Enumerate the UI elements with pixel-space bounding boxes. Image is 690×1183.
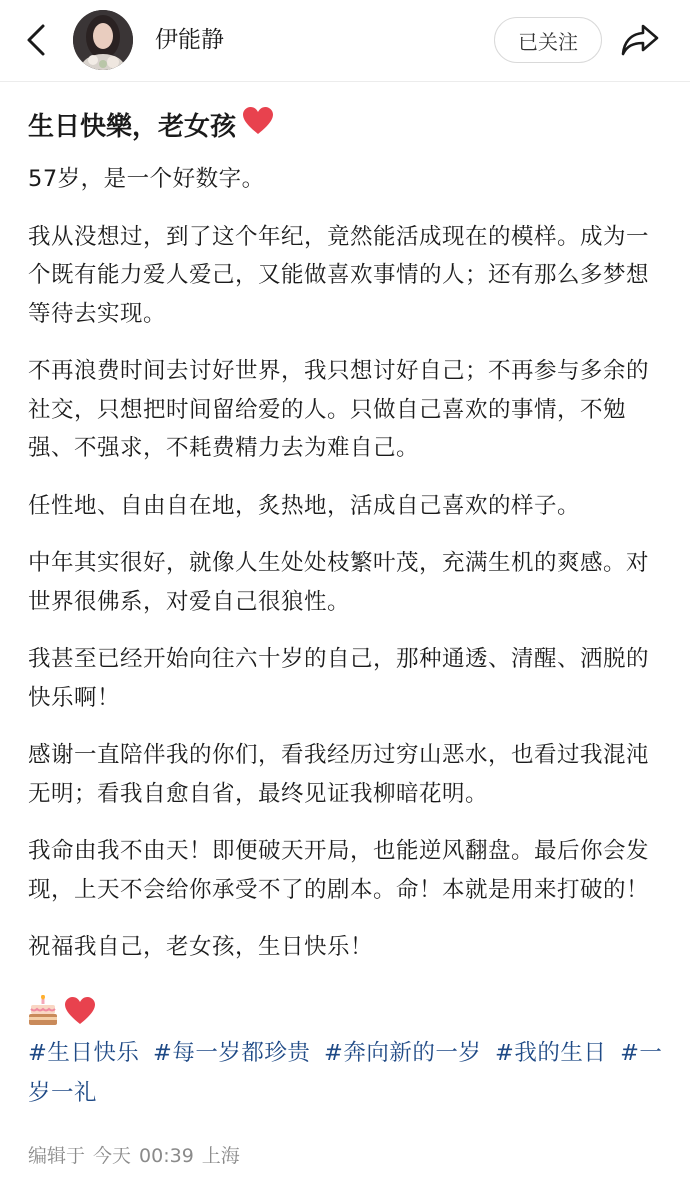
edited-label: 编辑于 <box>28 1145 86 1167</box>
hashtag-one-year-one-gift[interactable]: #一岁一礼 <box>28 1039 663 1106</box>
post-title-text: 生日快樂，老女孩 <box>28 112 237 142</box>
heart-icon <box>242 106 274 148</box>
cake-icon <box>28 995 58 1027</box>
post-content <box>28 106 668 1113</box>
chevron-left-icon <box>25 23 47 57</box>
post-paragraph-8: 我命由我不由天！即便破天开局，也能逆风翻盘。最后你会发现，上天不会给你承受不了的剧本。命！本就是用来打破的！ <box>28 838 650 903</box>
heart-icon <box>64 996 96 1026</box>
post-paragraph-6: 我甚至已经开始向往六十岁的自己，那种通透、清醒、洒脱的快乐啊！ <box>28 646 650 711</box>
post-paragraph-9: 祝福我自己，老女孩，生日快乐！ <box>28 934 374 960</box>
post-meta <box>28 1140 248 1172</box>
hashtag-birthday[interactable]: #生日快乐 <box>28 1039 140 1066</box>
back-button[interactable] <box>18 22 54 58</box>
post-paragraph-3: 不再浪费时间去讨好世界，我只想讨好自己；不再参与多余的社交，只想把时间留给爱的人。只做自己喜欢的事情，不勉强、不强求，不耗费精力去为难自己。 <box>28 358 650 461</box>
username[interactable]: 伊能静 <box>155 27 224 53</box>
post-paragraph-7: 感谢一直陪伴我的你们，看我经历过穷山恶水，也看过我混沌无明；看我自愈自省，最终见证我柳暗花明。 <box>28 742 650 807</box>
emoji-row <box>28 991 668 1031</box>
hashtag-every-year-precious[interactable]: #每一岁都珍贵 <box>153 1039 311 1066</box>
following-button[interactable]: 已关注 <box>494 17 602 63</box>
post-paragraph-4: 任性地、自由自在地，炙热地，活成自己喜欢的样子。 <box>28 492 581 519</box>
avatar-image <box>73 10 133 70</box>
hashtag-new-year-of-age[interactable]: #奔向新的一岁 <box>324 1039 482 1066</box>
post-paragraph-2: 我从没想过，到了这个年纪，竟然能活成现在的模样。成为一个既有能力爱人爱己，又能做喜欢事情的人；还有那么多梦想等待去实现。 <box>28 223 650 327</box>
edited-location: 上海 <box>201 1145 240 1167</box>
share-arrow-icon <box>620 23 660 57</box>
edited-day: 今天 <box>93 1145 132 1167</box>
edited-time: 00:39 <box>139 1145 194 1167</box>
post-title <box>28 106 668 148</box>
share-button[interactable] <box>616 18 664 62</box>
hashtag-list <box>28 1033 668 1113</box>
top-bar <box>0 0 690 82</box>
post-paragraph-5: 中年其实很好，就像人生处处枝繁叶茂，充满生机的爽感。对世界很佛系，对爱自己很狼性。 <box>28 550 650 615</box>
hashtag-my-birthday[interactable]: #我的生日 <box>495 1039 607 1066</box>
post-paragraph-1: 57岁，是一个好数字。 <box>28 166 265 192</box>
avatar[interactable] <box>73 10 133 70</box>
